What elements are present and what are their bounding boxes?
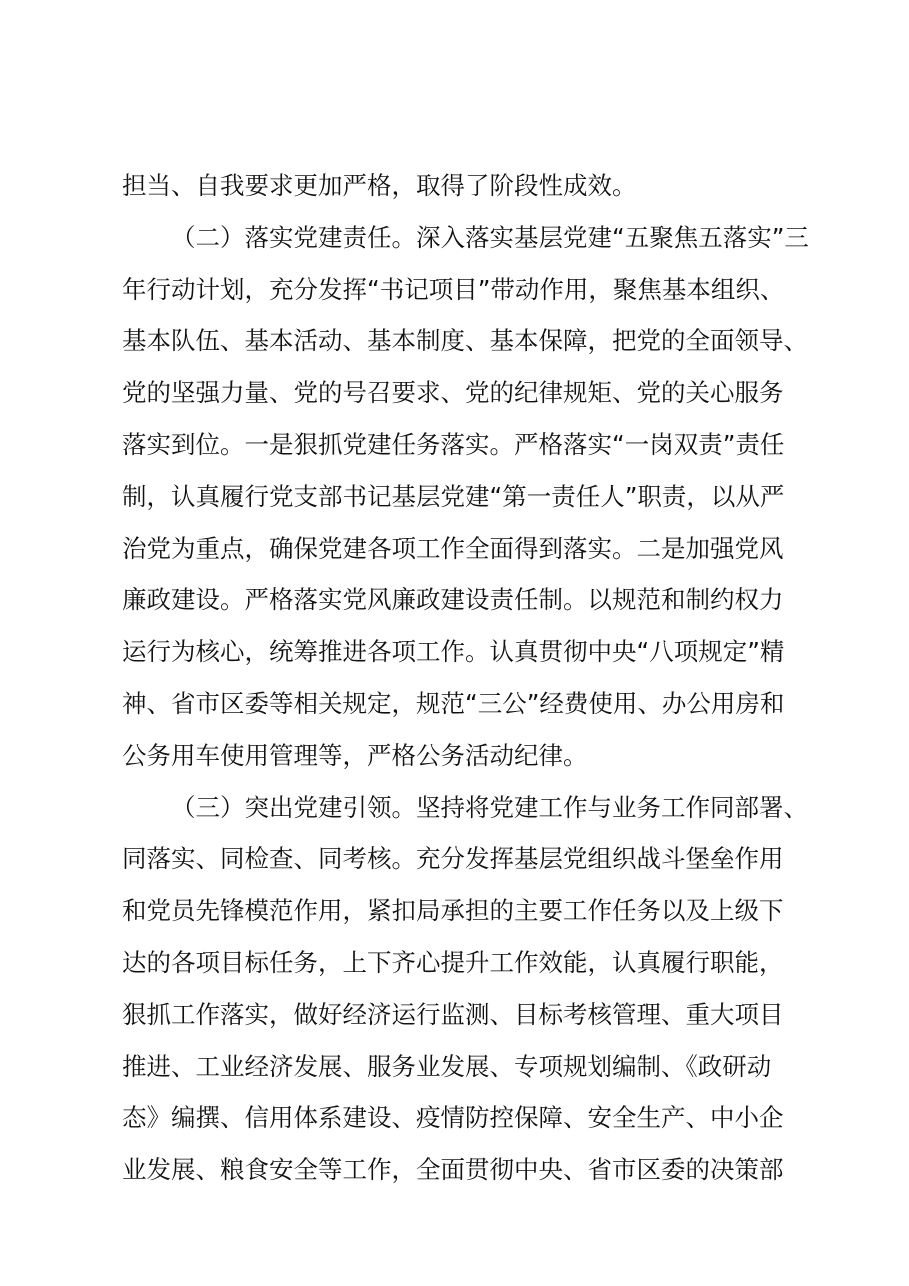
text-line: 制，认真履行党支部书记基层党建“第一责任人”职责，以从严 <box>122 481 785 511</box>
text-line: 态》编撰、信用体系建设、疫情防控保障、安全生产、中小企 <box>122 1103 784 1133</box>
document-body <box>122 160 822 1196</box>
text-line: 担当、自我要求更加严格，取得了阶段性成效。 <box>122 171 637 200</box>
text-line: 年行动计划，充分发挥“书记项目”带动作用，聚焦基本组织、 <box>122 274 785 304</box>
text-line: 同落实、同检查、同考核。充分发挥基层党组织战斗堡垒作用 <box>122 844 784 874</box>
text-line: 和党员先锋模范作用，紧扣局承担的主要工作任务以及上级下 <box>122 896 784 926</box>
text-line: 运行为核心，统筹推进各项工作。认真贯彻中央“八项规定”精 <box>122 637 785 667</box>
section-2-heading-line: （二）落实党建责任。深入落实基层党建“五聚焦五落实”三 <box>171 222 809 252</box>
text-line: 业发展、粮食安全等工作，全面贯彻中央、省市区委的决策部 <box>122 1155 784 1185</box>
text-line: 达的各项目标任务，上下齐心提升工作效能，认真履行职能， <box>122 947 784 977</box>
text-line: 狠抓工作落实，做好经济运行监测、目标考核管理、重大项目 <box>122 999 784 1029</box>
text-line: 基本队伍、基本活动、基本制度、基本保障，把党的全面领导、 <box>122 326 808 356</box>
text-line: 党的坚强力量、党的号召要求、党的纪律规矩、党的关心服务 <box>122 378 784 408</box>
text-line: 治党为重点，确保党建各项工作全面得到落实。二是加强党风 <box>122 533 784 563</box>
text-line: 神、省市区委等相关规定，规范“三公”经费使用、办公用房和 <box>122 688 785 718</box>
text-line: 廉政建设。严格落实党风廉政建设责任制。以规范和制约权力 <box>122 585 784 615</box>
text-line: 落实到位。一是狠抓党建任务落实。严格落实“一岗双责”责任 <box>122 429 785 459</box>
section-3-heading-line: （三）突出党建引领。坚持将党建工作与业务工作同部署、 <box>171 792 808 822</box>
text-line: 推进、工业经济发展、服务业发展、专项规划编制、《政研动 <box>122 1051 772 1081</box>
text-line: 公务用车使用管理等，严格公务活动纪律。 <box>122 740 588 770</box>
